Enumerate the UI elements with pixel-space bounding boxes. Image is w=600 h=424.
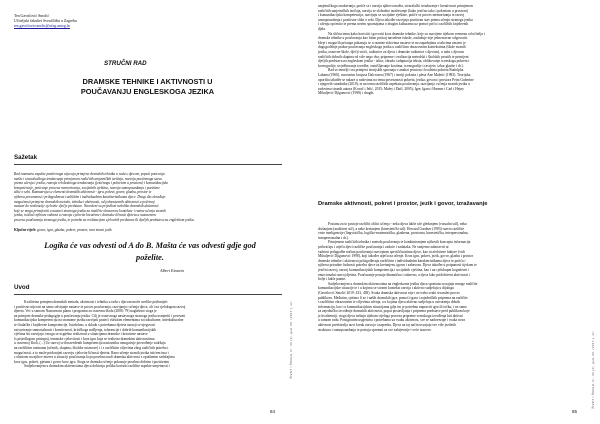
title-line-1: DRAMSKE TEHNIKE I AKTIVNOSTI U [82,77,213,86]
text-line: mogućnosti, a to može pridonijeti razvoju cjelovite ličnosti djeteta. Rano učenje stranih jezika istićem ima i [14,350,169,355]
text-line: samopouzdanja i pozitivne slike o sebi. Djeca također razvijaju pozitivan stav prema učenju stranoga jezika [318,17,473,22]
text-line: jezika, ističući njihovu važnost u razvoju cjelovite kreativne i dramske ličnosti djeteta u nastavnom [14,213,156,218]
author-block [14,14,164,28]
text-line: koreografije, uvježbavanje izvedbe, osmišljavanje kostima, scenografije i rasvjete, izbor glazbe i dr.). [318,63,464,68]
quote-line-2: poželite. [136,253,164,262]
text-line: Postanu za to postoje različiti oblici učenja - neka djeca lakše uče gledanjem (vizualni stil), neka [328,222,467,226]
text-line: publikom. Međutim, sjetimo li se i naših dramskih igra, pomoći igara i zajedničkih priprema na različite [318,295,468,300]
text-line: i njegovih suradnika (2010), te na temu različitih aspekata poučavanja, razvijanja i učenja stranih jezika u [318,82,470,87]
left-page-number: 84 [270,409,276,414]
paper-title [60,77,235,96]
text-line: različitih dobnih skupina od više nego dva, pripreme i realizacija metodski i školskih prostih te primijeni [318,54,469,59]
text-line: dramske tehnike u poučavanju kao bitno poticaj navedene ishode, zaslužuje nije jednostavno odgovoriti. [318,36,469,41]
text-line: i komunikacijska kompetencija, razvijaju se socijalne vještine, potiče se proces memoriranja te razvoj [318,13,465,18]
text-line: Sudjelovanjem u dramskim aktivnostima djeca dobivaju priliku koristiti različite aspekte umjetnosti i [24,364,170,369]
text-line: intrapersonalna i dr.). [318,235,349,240]
summary-heading: Sažetak [14,154,38,161]
text-line: te čitalačke i književne kompetencije. Istodobno, u skladu s potrebama djeteta nastoji se njegovati [14,322,155,327]
text-line: i učenju općenito te prema novim spoznajama o drugim kulturama uz pomoć priča i različitih književnih [318,22,469,27]
text-line: Na sličnu temu kako koristiti i govoriti kroz dramske tehnike, koje su razvijene tijekom vremena od učitelja i [328,31,485,36]
text-line: važnost prilagodbe načina poučavanja razvojnom specifičnostima djece, kao ni afektivne faktore (vidi [318,249,465,254]
text-line: uporišta također se nalaze u radovima na temu povezanosti pokreta, jezika, govora i prostora Petra Guberine [318,77,474,82]
text-line: (s prijedlogom pristupa), tematske cjelovitosti i kroz igru koja se realizira dramskim aktivnostima [14,336,155,341]
text-line: Mihaljević Djigunović 1998), koji također utječu na učenje. Kroz igru, pokret, jezik, govor, glazbu i prostor [318,254,474,259]
text-line: na primjeni dramske pedagogije u poučavanju jezika. Cilj je osnovnoga nastavnoga stranoga jezika usmjeriti i povezati [14,313,186,318]
text-line: prihvaćaju i utječu djeci različite poučavanja i zadaće i zadataka. Ne smijemo zaboraviti ni [318,244,449,249]
author-email-link[interactable]: tea.gavrilovicsmolic@ufzg.unizg.hr [14,23,70,28]
text-line: komunikacijske situacije te i u kojima se stvarni kontekst razvija i aktivno sudjeluju u dijalogu [318,286,454,291]
abstract [14,172,282,223]
text-line: prema učenju i jeziku, razvoja relobodnoga izražavanja (jezičnoga i pokretom u prostoru) i komunikacijske [14,181,169,186]
text-line: u osnovnoj školi, (...) Uz razvoj svih navedenih kompetencija nastavniku omogućuje provođenje sadržaja [14,341,166,346]
text-line: i pozitivno utjecati na samo odvijanje nastave te proces poučavanja, razvijanja i učenja djece, ali i na cjelokupan razvoj [14,304,186,309]
text-line: komunikacijsku kompetenciju na stranome jeziku razvijati prateći vlastitim elementima sociokulturne, interkulturalne [14,318,184,323]
text-line: nastavi do realizacije cjelovite dječje predstave. Navedeni su prijedlozi nekoliko dramskih aktivnosti [14,204,159,209]
text-line: mogućnosti primjene dramskih metoda, tehnika i aktivnosti, od jednostavnih aktivnosti u početnoj [14,199,155,204]
text-line: mašte i stvaralačkoga izražavanja primjenom različitih umjetničkih izričaja, razvoja pozitivnoga stava [14,176,162,181]
text-line: djela. [318,26,326,31]
text-line: emocionalni razvoj djeteta. Poučavanje postaje dinamično i zabavno, a djeca lako pridobiveni aktivnosti i [318,272,470,277]
text-line: Primjenom različitih tehnika i metoda poučavanja te kombiniranjem njihovih koncepta informacija [328,240,471,245]
text-line: umjetničkoga izražavanja, potiče se i razvija njihova mašta, stvaralački izražavanje i kreativnost primjenom [318,4,473,8]
quote-line-1: Logika će vas odvesti od A do B. Mašta će vas odvesti gdje god [44,241,256,250]
keywords-text: govor, igra, glazba, pokret, prostor, rani strani jezik [37,228,112,232]
text-line: s obzirom na njihov interes u situaciji poučavanja koju posebno nudi dramska aktivnost s opuštenim sadržajima [14,355,175,360]
section-heading: Dramske aktivnosti, pokret i prostor, jezik i govor, izražavanje [318,201,488,207]
text-line: ostvarivanje samostalnosti i kreativnosti, kritičkoga mišljenja, tolerancije i dobrih komunikacijskih [14,327,157,332]
text-line: struktura i samopouzdanja te postaju spremni za sve zahtjevnije i veće izazove. [318,327,432,332]
text-line: slušanjem (auditivni stil), a neke kretanjem (kinestetički stil). Howard Gardner (1983) razvio različite [318,226,465,231]
intro-rule [14,294,282,295]
keywords-label: Ključne riječi: [14,228,37,232]
text-line: radovima stranih autora (Kovač i Jelić, 2015; Maley i Duff, 2005); Igre, Igara i Harmer i Carl i Hejny [318,86,464,91]
text-line: na različitim razinama (učenik, skupina, školske ustanove) i i s različitim ciljevima zbog različitih potreba i [14,345,169,350]
text-line: Rad se temelji i na primjeni teorijskih spoznaja o analizi prostora i kvaliteta pokreta Rudolpha [328,68,464,73]
text-line: djeteta. Već u samom Nastavnom planu i programu za osnovnu školu (2006: 79) naglašeno stoga je [14,309,157,314]
quote-author: Albert Einstein [160,268,185,273]
title-line-2: POUČAVANJU ENGLESKOGA JEZIKA [80,86,215,96]
text-line: vještina što razvijaju i mogu se uspješno realizirati u situacijama dramske i kreativne nastave [14,332,148,337]
text-line: jezika, osnovne škole, dječji vrtići, radionice za djecu i dramske radionice s djecom), u radu s djecom [318,49,464,54]
right-top-body [318,4,584,96]
text-line: dječjih predstava na engleskom jeziku - izbor, obrada i adaptacija teksta, oblikovanje scenskoga pokreta i [318,59,470,64]
paper-category: STRUČNI RAD [104,60,147,67]
text-line: koje se mogu primijeniti u nastavi stranoga jezika za različite obrazovne kontekste i razine učenja stranih [14,208,167,213]
text-line: Sudjelovanjem u dramskim aktivnostima na engleskome jeziku djeca spontano usvajaju mnoge različite [328,281,478,286]
text-line: Labana (1960), osnovnim Jacqusa Dalcrozea (1967) i teoriji pokreta i plesa Ane Maletić (1983). Teorijska [318,72,471,77]
author-affiliation: Učiteljski fakultet Sveučilišta u Zagrebu [14,18,77,23]
right-page [300,0,600,424]
text-line: slike o sebi. Razmatraju se elementi dramskih aktivnosti - igra, pokret, govor, glazba, prostor te [14,190,152,195]
keywords [14,228,282,233]
text-line: Ideje i mogućih pristupa pokazuju se u raznim vidovima nastave te na zapadnjima u takvima nastavi je [318,40,466,45]
text-line: dramske tehnike i aktivnosti prilagođavaju različitim i individualnim karakteristikama djece te potiču i [318,258,466,263]
text-line: dugogodišnje prakse poučavanja engleskoga jezika u različitim obrazovnim kontekstima (škole stranih [318,45,466,50]
right-bottom-body [318,222,584,332]
text-line: s različitim obrazovnim te ciljevima učenja, a u kojima djeca aktivno sudjeluju u ostvarenju dobrih [318,300,461,305]
text-line: različitih umjetničkih izričaja, razvija se slobodno izražavanje (kako jezično tako i pokretom u prostoru) [318,8,468,13]
intro-heading: Uvod [14,284,30,291]
text-line: kompetencije, poticanje procesa memoriranja, socijalnih vještina, razvoja samopouzdanja i pozitivne [14,185,160,190]
text-line: za zajedničko izvođenje dramskih aktivnosti, poput postavljanja i priprema predstave pred publikom koje [318,309,470,314]
text-line: procesu poučavanja stranoga jezika, te potrebu za realizacijom cjelovitih predstava ili dječjih predstava na engleskom jeziku. [14,217,195,222]
text-line: jezični razvoj, razvoj komunikacijskih kompetencija i socijalnih vještina, kao i na cjelokupni kognitivni i [318,267,469,272]
text-line: Kvalitetna primjena dramskih metoda, aktivnosti i tehnika u radu s djecom može uvelike pridonijeti [24,300,168,304]
text-line: informacija, kao i u komunikacijskim situacijama gdje im je potrebno napraviti igru ili točku, i ne samo [318,304,467,309]
text-line: Mihaljević Djigunović (1998) i drugih. [318,91,375,96]
intro-body [14,300,282,369]
right-spine-text: ŽIVOT I ŠKOLA, br. 33 (1), god. 60. (2017.), str. [591,330,595,409]
text-line: Rad razmatra aspekte pozitivnoga utjecaja primjene dramskih tehnika u radu s djecom, popuit poticanja [14,172,165,176]
text-line: u samom radu. Postignutim uspjesima i potrebama uz svaku aktivnost, sve se nadovezuje i svaka nova [318,318,466,323]
text-line: njihova povezanost i prilagođenost različitim i individualnim karakteristikama djece. Drugi dio obrađuje [14,194,166,199]
epigraph-quote [40,240,260,264]
text-line: aktivnost predstavlja novi korak razvoja i napretka. Djeca na taj način usvajaju sve više jezičnih [318,323,457,328]
text-line: kroz igru, pokret, pjesmu i govor kroz igru. Stoga se dramsko učenje pokazuje posebno dobrim i pozitivnim [14,359,170,364]
text-line: vrste inteligencije (lingvistička, logičko-matematička, glazbena, prostorna, kinestetička, interpersonalna, [318,231,469,236]
text-line: bolje i lakše pamte. [318,277,346,282]
left-spine-text: ŽIVOT I ŠKOLA, br. 33 (1), god. 60. (2017.), str. [289,300,293,379]
author-name: Tea Gavrilović Smolić [14,14,50,18]
text-line: je kvalitetniji, stoga djeca trebaju tijekom cijeloga procesa pripreme scenskoga izvođenja biti aktivni [318,313,463,318]
text-line: njihova prirodne čudnosti potrebu djece za kretanjem, igrom i zabavom. Djeca također u potpunosti tijekom te [318,263,477,268]
summary-rule [14,164,282,165]
text-line: (Gavrilović Smolić 2019: 433, 438). Svaka dramska aktivnost nije i ne treba svaki stvaralni proces [318,290,460,295]
right-page-number: 85 [572,409,578,414]
